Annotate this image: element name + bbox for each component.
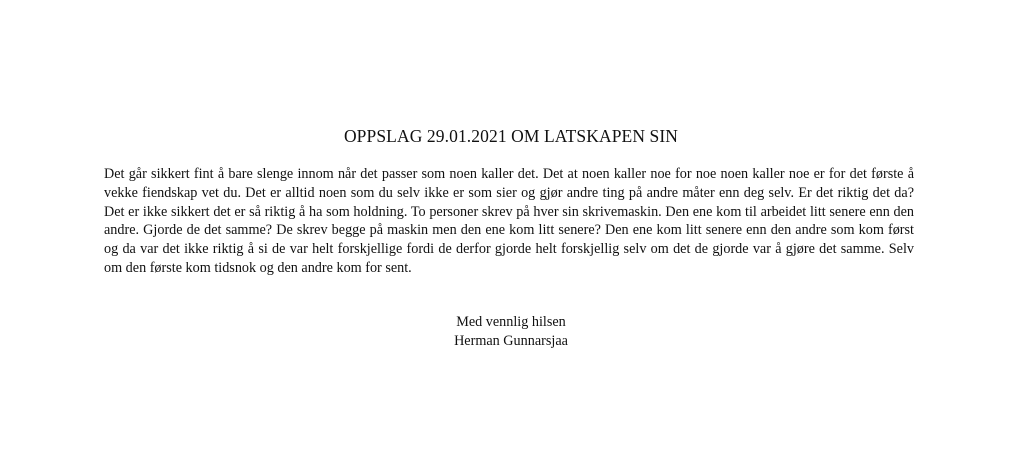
- closing-block: [0, 313, 1022, 351]
- document-body: Det går sikkert fint å bare slenge innom når det passer som noen kaller det. Det at noen kaller noe for noe noen kaller noe er for det første å vekke fiendskap vet du. Det er alltid noen som du selv ikke er som sier og gjør andre ting på andre måter enn deg selv. Er det riktig det da? Det er ikke sikkert det er så riktig å ha som holdning. To personer skrev på hver sin skrivemaskin. Den ene kom til arbeidet litt senere enn den andre. Gjorde de det samme? De skrev begge på maskin men den ene kom litt senere? Den ene kom litt senere enn den andre som kom først og da var det ikke riktig å si de var helt forskjellige fordi de derfor gjorde helt forskjellig selv om det de gjorde var å gjøre det samme. Selv om den første kom tidsnok og den andre kom for sent.: [104, 166, 914, 276]
- closing-line: Med vennlig hilsen: [456, 314, 566, 330]
- document-title: OPPSLAG 29.01.2021 OM LATSKAPEN SIN: [343, 126, 679, 146]
- signature-name: Herman Gunnarsjaa: [454, 333, 568, 349]
